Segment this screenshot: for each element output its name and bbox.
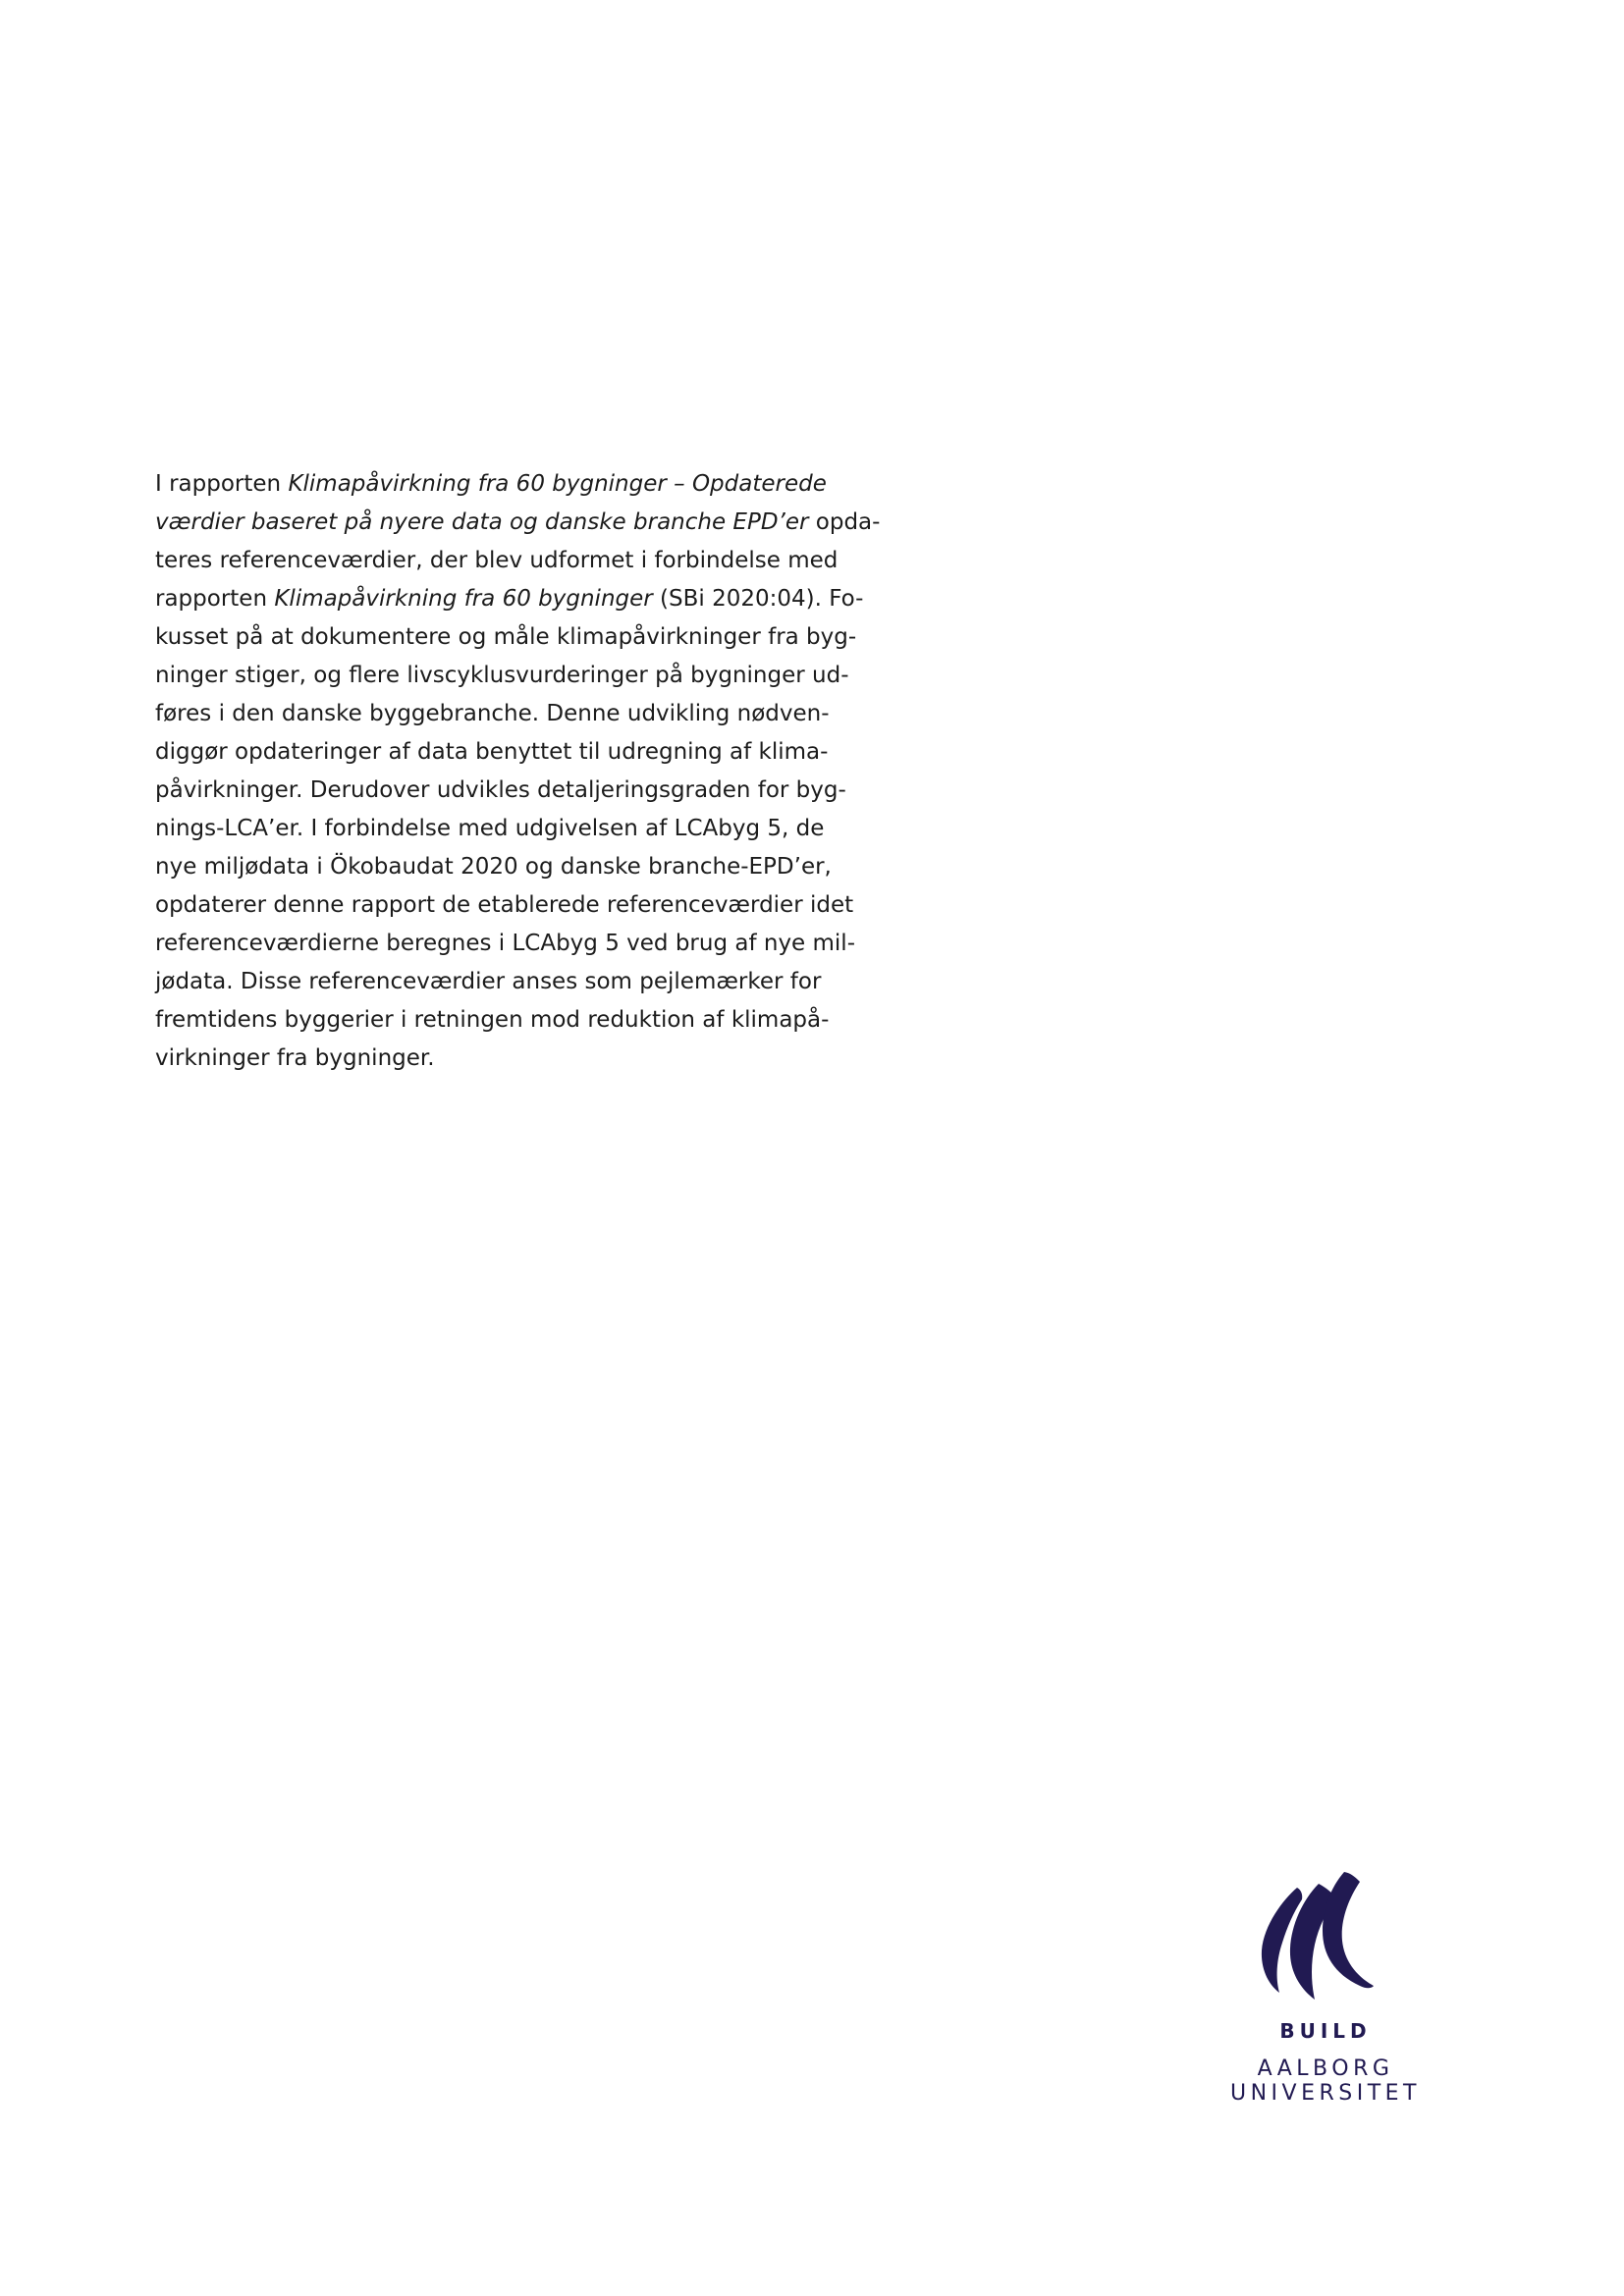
abstract-line (155, 542, 839, 580)
aalborg-university-logo (1159, 1870, 1492, 2106)
abstract-text: diggør opdateringer af data benyttet til udregning af klima- (155, 739, 829, 765)
abstract-text: rapporten (155, 586, 275, 612)
abstract-text: fremtidens byggerier i retningen mod reduktion af klimapå- (155, 1007, 830, 1033)
abstract-line (155, 618, 857, 657)
logo-unit-name: BUILD (1279, 2019, 1372, 2043)
abstract-line (155, 1040, 803, 1078)
logo-university-name: AALBORG UNIVERSITET (1229, 2056, 1421, 2106)
report-title: værdier baseret på nyere data og danske branche EPD’er (155, 509, 809, 535)
abstract-line (155, 733, 829, 772)
abstract-line (155, 657, 849, 695)
abstract-line (155, 963, 822, 1001)
abstract-line (155, 810, 825, 848)
abstract-paragraph (155, 465, 881, 1078)
abstract-text: føres i den danske byggebranche. Denne udvikling nødven- (155, 701, 830, 726)
abstract-text: jødata. Disse referenceværdier anses som pejlemærker for (155, 969, 822, 994)
emblem-wave-right (1323, 1872, 1374, 1988)
abstract-line (155, 504, 881, 542)
aau-wave-emblem-icon (1258, 1870, 1374, 2002)
abstract-line (155, 848, 832, 886)
abstract-line (155, 580, 864, 618)
abstract-line (155, 886, 854, 925)
abstract-text: påvirkninger. Derudover udvikles detaljeringsgraden for byg- (155, 777, 846, 803)
abstract-text: (SBi 2020:04). Fo- (652, 586, 864, 612)
abstract-text: teres referenceværdier, der blev udformet i forbindelse med (155, 548, 839, 573)
abstract-text: opda- (808, 509, 881, 535)
abstract-line (155, 695, 830, 733)
abstract-text: I rapporten (155, 471, 289, 497)
abstract-text: opdaterer denne rapport de etablerede referenceværdier idet (155, 892, 854, 918)
abstract-text: nye miljødata i Ökobaudat 2020 og danske branche-EPD’er, (155, 854, 832, 880)
abstract-line (155, 465, 827, 504)
abstract-text: virkninger fra bygninger. (155, 1045, 435, 1071)
report-title: Klimapåvirkning fra 60 bygninger (274, 586, 653, 612)
abstract-line (155, 925, 855, 963)
report-title: Klimapåvirkning fra 60 bygninger – Opdaterede (288, 471, 827, 497)
abstract-text: ninger stiger, og flere livscyklusvurderinger på bygninger ud- (155, 663, 849, 688)
abstract-text: kusset på at dokumentere og måle klimapåvirkninger fra byg- (155, 624, 857, 650)
abstract-line (155, 1001, 830, 1040)
abstract-line (155, 772, 846, 810)
abstract-text: referenceværdierne beregnes i LCAbyg 5 ved brug af nye mil- (155, 931, 855, 956)
abstract-text: nings-LCA’er. I forbindelse med udgivelsen af LCAbyg 5, de (155, 816, 825, 841)
